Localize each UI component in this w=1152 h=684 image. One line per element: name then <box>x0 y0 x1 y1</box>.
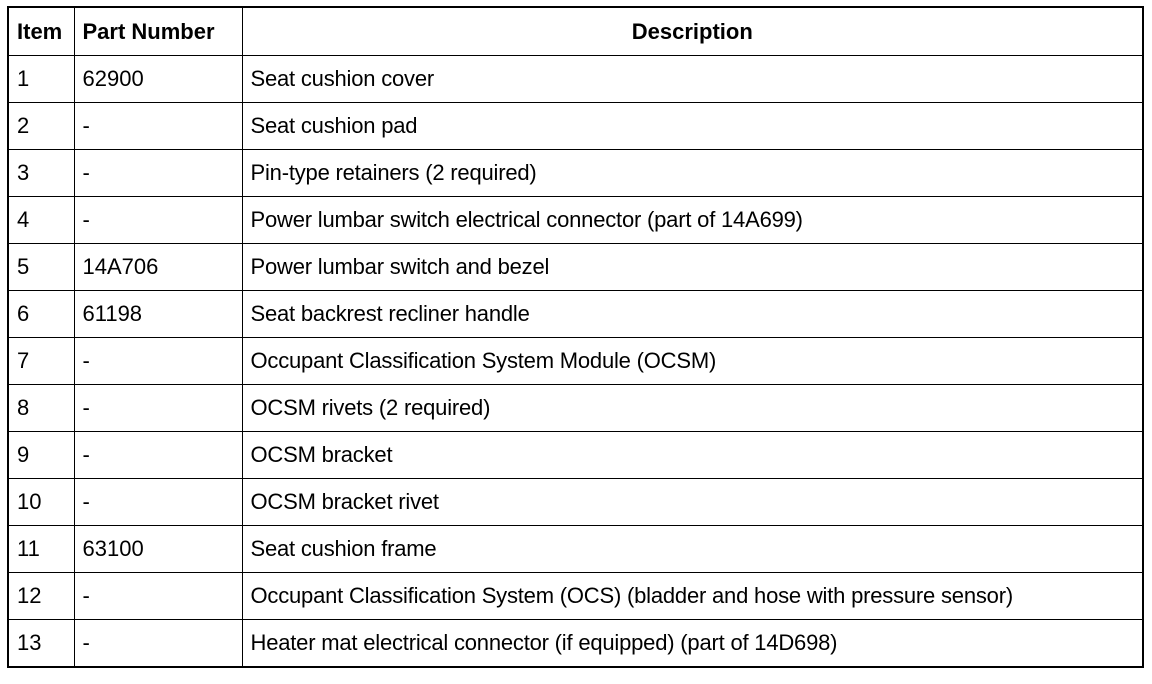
description-cell: OCSM bracket <box>242 432 1143 479</box>
item-cell: 4 <box>8 197 74 244</box>
description-cell: Seat cushion pad <box>242 103 1143 150</box>
part-number-cell: - <box>74 573 242 620</box>
part-number-cell: 14A706 <box>74 244 242 291</box>
table-row <box>8 103 1143 150</box>
description-cell: Seat cushion frame <box>242 526 1143 573</box>
table-row <box>8 385 1143 432</box>
item-cell: 7 <box>8 338 74 385</box>
table-row <box>8 526 1143 573</box>
table-header <box>8 7 1143 56</box>
part-number-cell: - <box>74 479 242 526</box>
item-cell: 13 <box>8 620 74 668</box>
header-item: Item <box>8 7 74 56</box>
header-part-number: Part Number <box>74 7 242 56</box>
item-cell: 1 <box>8 56 74 103</box>
part-number-cell: 63100 <box>74 526 242 573</box>
header-description: Description <box>242 7 1143 56</box>
parts-table <box>7 6 1144 668</box>
item-cell: 11 <box>8 526 74 573</box>
description-cell: Seat cushion cover <box>242 56 1143 103</box>
description-cell: Occupant Classification System (OCS) (bladder and hose with pressure sensor) <box>242 573 1143 620</box>
table-row <box>8 573 1143 620</box>
table-row <box>8 338 1143 385</box>
description-cell: Pin-type retainers (2 required) <box>242 150 1143 197</box>
description-cell: Heater mat electrical connector (if equipped) (part of 14D698) <box>242 620 1143 668</box>
part-number-cell: - <box>74 432 242 479</box>
table-row <box>8 479 1143 526</box>
description-cell: Seat backrest recliner handle <box>242 291 1143 338</box>
item-cell: 10 <box>8 479 74 526</box>
item-cell: 3 <box>8 150 74 197</box>
part-number-cell: - <box>74 103 242 150</box>
item-cell: 5 <box>8 244 74 291</box>
table-row <box>8 432 1143 479</box>
item-cell: 6 <box>8 291 74 338</box>
part-number-cell: - <box>74 197 242 244</box>
item-cell: 2 <box>8 103 74 150</box>
part-number-cell: - <box>74 620 242 668</box>
description-cell: Power lumbar switch and bezel <box>242 244 1143 291</box>
item-cell: 9 <box>8 432 74 479</box>
part-number-cell: - <box>74 150 242 197</box>
description-cell: Occupant Classification System Module (OCSM) <box>242 338 1143 385</box>
table-row <box>8 197 1143 244</box>
table-row <box>8 291 1143 338</box>
item-cell: 8 <box>8 385 74 432</box>
table-row <box>8 620 1143 668</box>
part-number-cell: - <box>74 338 242 385</box>
description-cell: OCSM bracket rivet <box>242 479 1143 526</box>
table-row <box>8 56 1143 103</box>
table-row <box>8 244 1143 291</box>
part-number-cell: 62900 <box>74 56 242 103</box>
part-number-cell: 61198 <box>74 291 242 338</box>
table-body <box>8 56 1143 668</box>
table-row <box>8 150 1143 197</box>
description-cell: OCSM rivets (2 required) <box>242 385 1143 432</box>
item-cell: 12 <box>8 573 74 620</box>
header-row <box>8 7 1143 56</box>
part-number-cell: - <box>74 385 242 432</box>
description-cell: Power lumbar switch electrical connector (part of 14A699) <box>242 197 1143 244</box>
